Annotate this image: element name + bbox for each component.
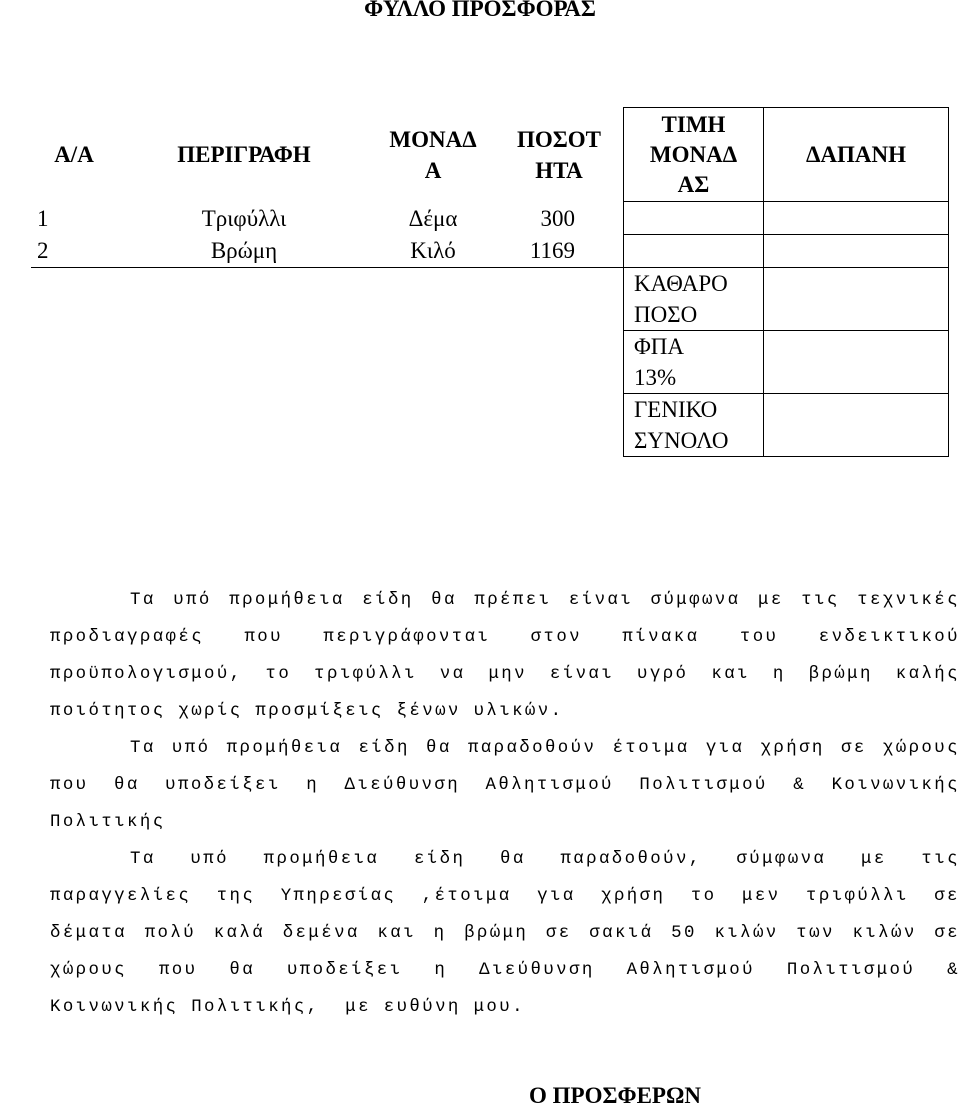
word: υπό [190,850,229,869]
net-amount-line2: ΠΟΣΟ [634,302,698,327]
word: Πολιτισμού [786,961,916,980]
paragraph-line [50,582,960,619]
word: η [433,924,447,943]
word: υπό [171,739,211,758]
word: σακιά [589,924,654,943]
header-cost: ΔΑΠΑΝΗ [764,108,949,202]
paragraph-line [50,619,960,656]
word: τις [801,591,840,610]
word: είδη [413,850,466,869]
word: μην [488,665,527,684]
word: έτοιμα [612,739,690,758]
grand-total-row [31,394,949,457]
paragraph-line: ποιότητος χωρίς προσμίξεις ξένων υλικών. [50,702,564,721]
row2-cost-cell [764,235,949,268]
paragraph-line: Πολιτικής [50,813,166,832]
header-unit [371,108,495,202]
vat-cell [764,331,949,394]
word: θα [500,850,526,869]
word: για [537,887,576,906]
word: θα [229,961,256,980]
word: με [860,850,887,869]
paragraph-line [50,952,960,989]
word: τριφύλλι [314,665,417,684]
word: πολύ [144,924,197,943]
row2-qty: 1169 [495,235,624,268]
word: παραγγελίες [50,887,192,906]
word: είναι [568,591,634,610]
word: σύμφωνα [736,850,827,869]
net-amount-line1: ΚΑΘΑΡΟ [634,271,728,296]
word: βρώμη [808,665,873,684]
grand-total-cell [764,394,949,457]
paragraph-line [50,767,960,804]
header-qty-line2: ΗΤΑ [535,157,583,183]
paragraph-orders [50,841,960,1026]
word: 50 [671,924,697,943]
row1-qty: 300 [540,205,575,231]
paragraph-line [50,841,960,878]
header-price-line2: ΜΟΝΑΔ [649,141,738,167]
paragraph-line [50,656,960,693]
word: προϋπολογισμού, [50,665,243,684]
word: & [793,776,807,795]
word: είδη [358,739,410,758]
net-amount-cell [764,268,949,331]
word: προμήθεια [229,591,345,610]
word: υγρό [637,665,689,684]
paragraph-specifications [50,582,960,730]
word: η [306,776,320,795]
word: Διεύθυνση [344,776,461,795]
table-row [31,202,949,235]
row1-description: Τριφύλλι [201,205,287,231]
word: σύμφωνα [650,591,741,610]
word: περιγράφονται [323,628,491,647]
word: βρώμη [464,924,529,943]
header-description: ΠΕΡΙΓΡΑΦΗ [177,142,311,167]
header-qty [495,108,624,202]
word: δεμένα [282,924,360,943]
word: τις [921,850,960,869]
header-price [624,108,764,202]
word: μεν [742,887,781,906]
header-unit-line1: ΜΟΝΑΔ [389,126,477,152]
word: το [690,887,717,906]
grand-total-line2: ΣΥΝΟΛΟ [634,428,729,453]
word: σε [545,924,572,943]
word: υπό [173,591,212,610]
vat-row [31,331,949,394]
offer-table [31,107,949,457]
row1-aa: 1 [37,205,49,231]
word: θα [426,739,452,758]
net-amount-label [624,268,764,331]
header-price-line1: ΤΙΜΗ [661,111,726,137]
row2-description: Βρώμη [117,235,371,268]
word: για [705,739,745,758]
row1-unit: Δέμα [408,205,458,231]
word: Αθλητισμού [485,776,614,795]
word: τεχνικές [857,591,960,610]
word: και [377,924,416,943]
word: είδη [362,591,414,610]
word: και [711,665,750,684]
word: που [244,628,283,647]
header-aa: Α/Α [54,142,94,167]
word: η [434,961,448,980]
word: υποδείξει [286,961,403,980]
word: είναι [549,665,615,684]
word: σε [934,887,960,906]
word: η [772,665,786,684]
word: σε [934,924,960,943]
word: χρήση [760,739,825,758]
row2-aa: 2 [31,235,117,268]
word: παραδοθούν [467,739,597,758]
word: χρήση [601,887,666,906]
word: χώρους [50,961,128,980]
word: Υπηρεσίας [280,887,397,906]
word: κιλών [852,924,917,943]
paragraph-delivery [50,730,960,841]
word: του [739,628,779,647]
word: των [796,924,835,943]
paragraph-line [50,730,960,767]
vat-line2: 13% [634,365,677,390]
word: πρέπει [474,591,552,610]
table-row [31,235,949,268]
word: Διεύθυνση [479,961,595,980]
vat-label [624,331,764,394]
word: καλής [895,665,960,684]
word: προδιαγραφές [50,628,205,647]
word: Αθλητισμού [626,961,755,980]
header-price-line3: ΑΣ [677,171,710,197]
word: Τα [130,739,156,758]
word: ενδεικτικού [818,628,960,647]
word: με [757,591,784,610]
paragraph-line: Κοινωνικής Πολιτικής, με ευθύνη μου. [50,998,525,1017]
word: θα [431,591,457,610]
word: που [50,776,89,795]
header-unit-line2: Α [424,157,442,183]
word: που [158,961,198,980]
word: δέματα [50,924,128,943]
grand-total-line1: ΓΕΝΙΚΟ [634,397,718,422]
word: ,έτοιμα [421,887,512,906]
grand-total-label [624,394,764,457]
word: θα [114,776,140,795]
word: χώρους [882,739,960,758]
header-qty-line1: ΠΟΣΟΤ [516,126,602,152]
word: στον [530,628,583,647]
word: Τα [130,591,156,610]
table-header-row [31,108,949,202]
word: σε [841,739,867,758]
word: & [947,961,960,980]
word: κιλών [714,924,779,943]
word: παραδοθούν, [560,850,702,869]
word: Κοινωνικής [831,776,960,795]
word: τριφύλλι [806,887,909,906]
word: Πολιτισμού [639,776,768,795]
word: υποδείξει [165,776,281,795]
document-title: ΦΥΛΛΟ ΠΡΟΣΦΟΡΑΣ [364,0,596,21]
word: να [439,665,466,684]
paragraph-line [50,915,960,952]
row2-unit: Κιλό [371,235,495,268]
word: της [216,887,256,906]
vat-line1: ΦΠΑ [634,334,685,359]
word: πίνακα [622,628,700,647]
signer-label: Ο ΠΡΟΣΦΕΡΩΝ [529,1083,701,1108]
row1-cost-cell [764,202,949,235]
word: προμήθεια [226,739,343,758]
row2-price-cell [624,235,764,268]
net-amount-row [31,268,949,331]
word: Τα [130,850,156,869]
word: το [265,665,292,684]
row1-price-cell [624,202,764,235]
word: προμήθεια [263,850,380,869]
paragraph-line [50,878,960,915]
word: καλά [213,924,266,943]
